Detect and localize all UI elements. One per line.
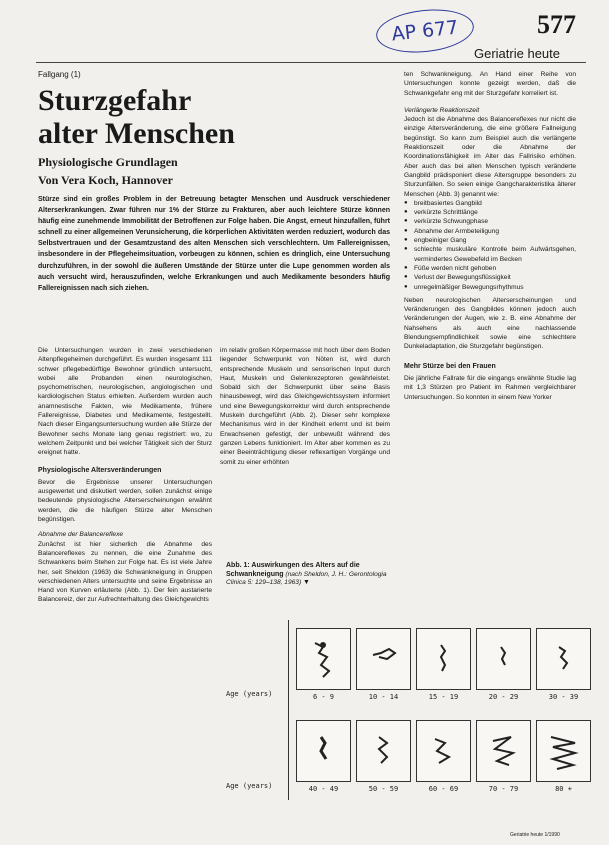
section-heading: Mehr Stürze bei den Frauen: [404, 362, 496, 370]
list-item: ● unregelmäßiger Bewegungsrhythmus: [404, 283, 576, 292]
list-item: ● schlechte muskuläre Kontrolle beim Aufwärtsgehen, vermindertes Gewebefeld im Becken: [404, 245, 576, 264]
age-row-label: Age (years): [226, 782, 273, 790]
paragraph: ten Schwankneigung. An Hand einer Reihe von Untersuchungen konnte gezeigt werden, daß die Schwankgefahr eng mit der Sturzgefahr korreliert ist.: [404, 71, 576, 97]
age-range: 30 - 39: [548, 693, 579, 701]
section-heading: Physiologische Altersveränderungen: [38, 466, 162, 474]
list-item: ● Verlust der Bewegungsflüssigkeit: [404, 273, 576, 282]
sway-trace-icon: [487, 729, 520, 773]
age-range: 20 - 29: [488, 693, 519, 701]
paragraph: Die Untersuchungen wurden in zwei verschiedenen Altenpflegeheimen durchgeführt. Es wurden insgesamt 111 schwer pflegebedürftige Bewohner gründlich untersucht, wobei alle Probanden einen neurologischen, psychometrischen, neurologischen, angiologischen und kardiologischen Status erhielten. Außerdem wurden auch anamnestische Fakten, wie Medikamente, frühere Fallereignisse, Diabetes und Medikamente, festgestellt. Nach dieser Eingangsuntersuchung wurden alle Stürze der Bewohner sechs Monate lang genau registriert: wo, zu welchem Zeitpunkt und bei welcher Tätigkeit sich der Sturz ereignet hatte.: [38, 347, 212, 457]
list-item: ● verkürzte Schrittlänge: [404, 208, 576, 217]
sway-trace-icon: [487, 637, 520, 681]
archive-stamp: AP 677: [374, 5, 476, 57]
sway-trace-cell: [296, 628, 351, 701]
age-range: 50 - 59: [368, 785, 399, 793]
sway-trace-cell: [536, 628, 591, 701]
sway-trace-cell: [416, 628, 471, 701]
column-3: [404, 70, 576, 402]
age-range: 10 - 14: [368, 693, 399, 701]
column-2: [220, 346, 390, 467]
list-item: ● breitbasiertes Gangbild: [404, 199, 576, 208]
title-line-2: alter Menschen: [38, 117, 235, 150]
sway-trace-icon: [427, 637, 460, 681]
list-item: ● Füße werden nicht gehoben: [404, 264, 576, 273]
figure-caption: [226, 562, 396, 588]
age-range: 15 - 19: [428, 693, 459, 701]
sway-trace-cell: [536, 720, 591, 793]
age-row-label: Age (years): [226, 690, 273, 698]
sway-trace-cell: [416, 720, 471, 793]
paragraph: Zunächst ist hier sicherlich die Abnahme des Balancereflexes zu nennen, die eine Zunahme des Schwankens beim Stehen zur Folge hat. Es ist viele Jahre her, seit Sheldon (1963) die Schwankneigung in Gruppen verschiedenen Alters untersuchte und seine Ergebnisse an Hand von Kurven erläuterte (Abb. 1). Der fein austarierte Balancereiz, der zur Aufrechterhaltung des Gleichgewichts: [38, 540, 212, 604]
paragraph: im relativ großen Körpermasse mit hoch über dem Boden liegender Schwerpunkt von Nöten ist, wird durch entsprechende Muskeln und sensorischen Input durch Haut, Muskeln und Gelenkrezeptoren gewährleistet. Sobald sich der Schwerpunkt über seine Basis hinausbewegt, wird das Gleichgewichtssystem informiert und eine Bewegungskorrektur wird durch entsprechende Muskeln durchgeführt (Abb. 2). Dieser sehr komplexe Mechanismus wird in der Kindheit erlernt und ist beim Erwachsenen gefestigt, der unbewußt während des ganzen Lebens funktioniert. Im Alter aber kommen es zu einer Beeinträchtigung dieser reflexartigen Vorgänge und somit zu einer erhöhten: [220, 347, 390, 466]
age-range: 80 +: [555, 785, 572, 793]
journal-name: Geriatrie heute: [474, 46, 560, 61]
sway-trace-icon: [547, 729, 580, 773]
article-subtitle: Physiologische Grundlagen: [38, 155, 178, 169]
subsection-heading: Abnahme der Balancereflexe: [38, 531, 124, 539]
list-item: ● Abnahme der Armbeteiligung: [404, 227, 576, 236]
sway-trace-cell: [296, 720, 351, 793]
sway-trace-icon: [367, 729, 400, 773]
figure-caption-source: (nach Sheldon, J. H.: Gerontologia Clinica 5: 129–138, 1963): [226, 570, 387, 586]
sway-trace-icon: [307, 729, 340, 773]
sway-trace-cell: [356, 720, 411, 793]
age-range: 70 - 79: [488, 785, 519, 793]
series-label: Fallgang (1): [38, 70, 81, 79]
page-footer: Geriatrie heute 1/1990: [510, 832, 560, 838]
paragraph: Neben neurologischen Alterserscheinungen und Veränderungen des Gangbildes können jedoch auch Veränderungen der Augen, wie z. B. eine Abnahme der Nahsehens als auch eine nachlassende Blendungsempfindlichkeit sowie eine schlechtere Dunkeladaptation, die Sturzgefahr begünstigen.: [404, 296, 576, 351]
paragraph: Bevor die Ergebnisse unserer Untersuchungen ausgewertet und diskutiert werden, sollen zunächst einige bedeutende physiologische Alterserscheinungen erwähnt werden, die die häufigen Stürze alter Menschen begünstigen.: [38, 478, 212, 524]
sway-trace-cell: [476, 628, 531, 701]
age-range: 40 - 49: [308, 785, 339, 793]
title-line-1: Sturzgefahr: [38, 84, 192, 117]
column-1: [38, 346, 212, 605]
paragraph: Jedoch ist die Abnahme des Balancereflexes nur nicht die einzige Altersveränderung, die eine größere Fallneigung begünstigt. So kann zum Beispiel auch die verlängerte Reaktionszeit oder die Abnahme der Koordinationsfähigkeit im Alter das Fallrisiko erhöhen. Aber auch das bei alten Menschen typisch veränderte Gangbild prädisponiert diese Altersgruppe besonders zu Sturzunfällen. So seien einige Gangcharakteristika älterer Menschen (Abb. 3) genannt wie:: [404, 116, 576, 198]
sway-trace-icon: [547, 637, 580, 681]
age-range: 6 - 9: [312, 693, 335, 701]
header-rule: [36, 62, 586, 63]
lead-paragraph: Stürze sind ein großes Problem in der Betreuung betagter Menschen und Ausdruck verschiedener Alterserkrankungen. Zwar führen nur 1% der Stürze zu Frakturen, aber auch leichtere Stürze können häufig eine zunehmende Immobilität der Betroffenen zur Folge haben. Die Angst, erneut hinzufallen, führt schnell zu einer allgemeinen Verunsicherung, die körperlichen Aktivitäten werden reduziert, wodurch das Selbstvertrauen und der Gesamtzustand des alten Menschen sich verschlechtern. Um Fallereignissen, insbesondere in der Pflegeheimsituation, vorbeugen zu können, schien es dringlich, eine Untersuchung durchzuführen, in der sowohl die äußeren Umstände der Stürze unter die Lupe genommen worden als auch versucht wird, herauszufinden, welche Erkrankungen und auch Medikamente besonders häufig Fallereignissen nach sich ziehen.: [38, 196, 390, 292]
list-item: ● verkürzte Schwungphase: [404, 217, 576, 226]
sway-trace-icon: [427, 729, 460, 773]
article-author: Von Vera Koch, Hannover: [38, 173, 173, 187]
list-item: ● engbeiniger Gang: [404, 236, 576, 245]
article-title: [38, 84, 378, 150]
subsection-heading: Verlängerte Reaktionszeit: [404, 106, 480, 114]
paragraph: Die jährliche Fallrate für die eingangs erwähnte Studie lag mit 1,3 Stürzen pro Patient im Rahmen vergleichbarer Untersuchungen. So konnten in einem New Yorker: [404, 374, 576, 401]
sway-trace-icon: [307, 637, 340, 681]
figure-caption-title: Abb. 1: Auswirkungen des Alters auf die Schwankneigung: [226, 562, 360, 578]
gait-characteristics-list: [404, 199, 576, 292]
page-number: 577: [537, 10, 576, 39]
sway-trace-cell: [476, 720, 531, 793]
sway-trace-cell: [356, 628, 411, 701]
arrow-down-icon: ▼: [303, 579, 310, 586]
sway-figure: [226, 620, 596, 810]
sway-trace-icon: [367, 637, 400, 681]
age-range: 60 - 69: [428, 785, 459, 793]
